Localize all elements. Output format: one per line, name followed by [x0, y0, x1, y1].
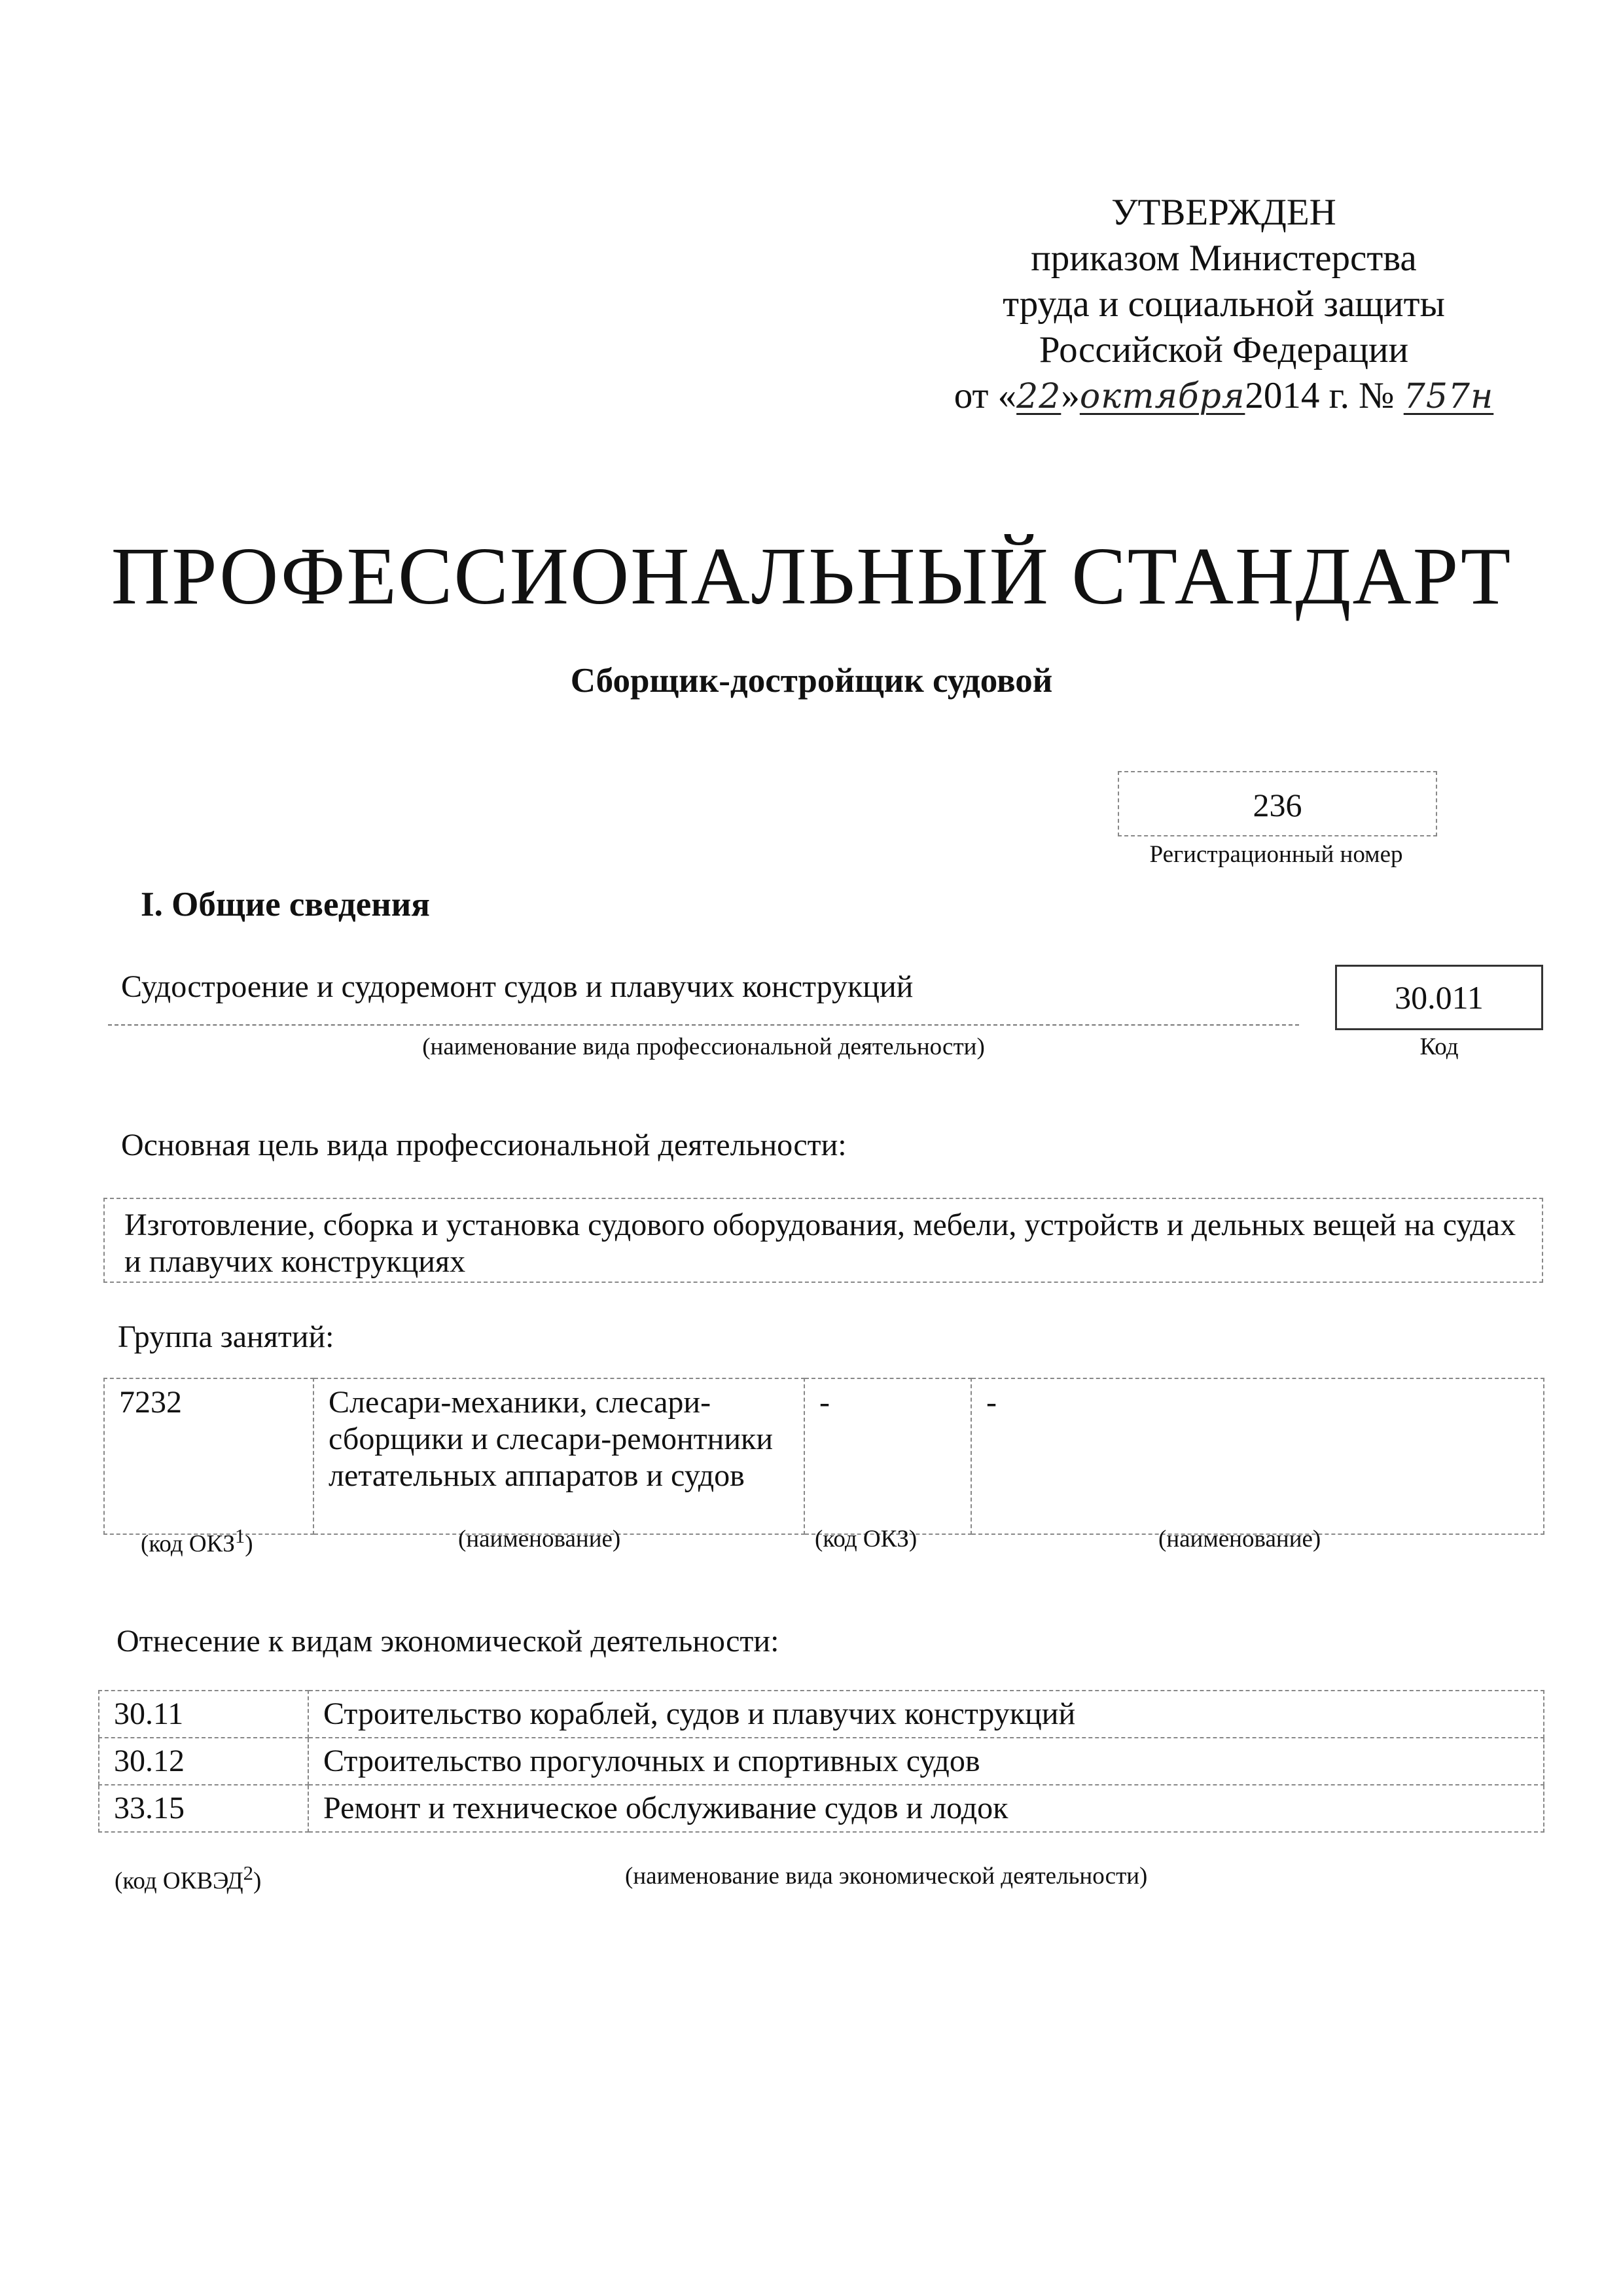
approval-date-line — [903, 373, 1544, 420]
economic-name: Ремонт и техническое обслуживание судов и лодок — [308, 1785, 1544, 1832]
activity-caption: (наименование вида профессиональной деятельности) — [422, 1033, 985, 1060]
approval-line-3: труда и социальной защиты — [1003, 283, 1445, 325]
occupation-group-label: Группа занятий: — [118, 1319, 334, 1354]
caption-okz-code-1-text: (код ОКЗ — [141, 1530, 235, 1558]
registration-number-box: 236 — [1118, 771, 1437, 836]
caption-okz-code-2: (код ОКЗ) — [815, 1526, 918, 1552]
occupation-name-1: Слесари-механики, слесари-сборщики и слесари-ремонтники летательных аппаратов и судов — [313, 1378, 804, 1534]
occupation-code-1: 7232 — [104, 1378, 313, 1534]
approval-day-close: » — [1061, 375, 1080, 416]
caption-occupation-name-1: (наименование) — [458, 1526, 621, 1552]
caption-okved-code — [115, 1862, 261, 1895]
caption-okved-code-text: (код ОКВЭД — [115, 1867, 243, 1895]
economic-code: 30.11 — [99, 1691, 308, 1738]
table-row — [99, 1691, 1544, 1738]
approval-day: 22 — [1016, 377, 1061, 416]
occupation-name-2: - — [971, 1378, 1544, 1534]
approval-block — [903, 190, 1544, 420]
goal-label: Основная цель вида профессиональной деятельности: — [121, 1128, 847, 1162]
occupation-table — [103, 1378, 1544, 1535]
approval-number: 757н — [1403, 377, 1494, 416]
caption-okz-code-1-close: ) — [245, 1530, 253, 1558]
activity-underline — [108, 1024, 1299, 1026]
occupation-code-2: - — [804, 1378, 971, 1534]
goal-text: Изготовление, сборка и установка судового оборудования, мебели, устройств и дельных вещей на судах и плавучих конструкциях — [103, 1198, 1543, 1283]
registration-number-label: Регистрационный номер — [1149, 841, 1403, 868]
approval-year: 2014 г. № — [1245, 375, 1395, 416]
caption-occupation-name-2: (наименование) — [1158, 1526, 1321, 1552]
section-heading: I. Общие сведения — [141, 886, 430, 924]
economic-activity-label: Отнесение к видам экономической деятельности: — [116, 1624, 779, 1659]
caption-okz-code-1 — [141, 1525, 253, 1558]
economic-code: 33.15 — [99, 1785, 308, 1832]
approval-line-4: Российской Федерации — [1039, 329, 1409, 370]
document-subtitle: Сборщик-достройщик судовой — [570, 662, 1053, 700]
activity-code-caption: Код — [1419, 1033, 1459, 1060]
economic-name: Строительство прогулочных и спортивных судов — [308, 1738, 1544, 1785]
economic-code: 30.12 — [99, 1738, 308, 1785]
approval-line-1: УТВЕРЖДЕН — [1111, 192, 1336, 233]
table-row — [99, 1738, 1544, 1785]
activity-name: Судостроение и судоремонт судов и плавучих конструкций — [121, 969, 914, 1004]
economic-name: Строительство кораблей, судов и плавучих конструкций — [308, 1691, 1544, 1738]
caption-economic-activity-name: (наименование вида экономической деятельности) — [625, 1863, 1148, 1890]
document-title: ПРОФЕССИОНАЛЬНЫЙ СТАНДАРТ — [111, 531, 1512, 622]
footnote-2-marker: 2 — [243, 1862, 253, 1884]
table-row — [104, 1378, 1544, 1534]
table-row — [99, 1785, 1544, 1832]
activity-code-box: 30.011 — [1335, 965, 1543, 1030]
footnote-1-marker: 1 — [234, 1525, 245, 1547]
economic-activity-table — [98, 1690, 1544, 1833]
approval-line-2: приказом Министерства — [1031, 238, 1417, 279]
caption-okved-code-close: ) — [253, 1867, 262, 1895]
approval-date-prefix: от « — [954, 375, 1017, 416]
approval-month: октября — [1079, 377, 1245, 416]
